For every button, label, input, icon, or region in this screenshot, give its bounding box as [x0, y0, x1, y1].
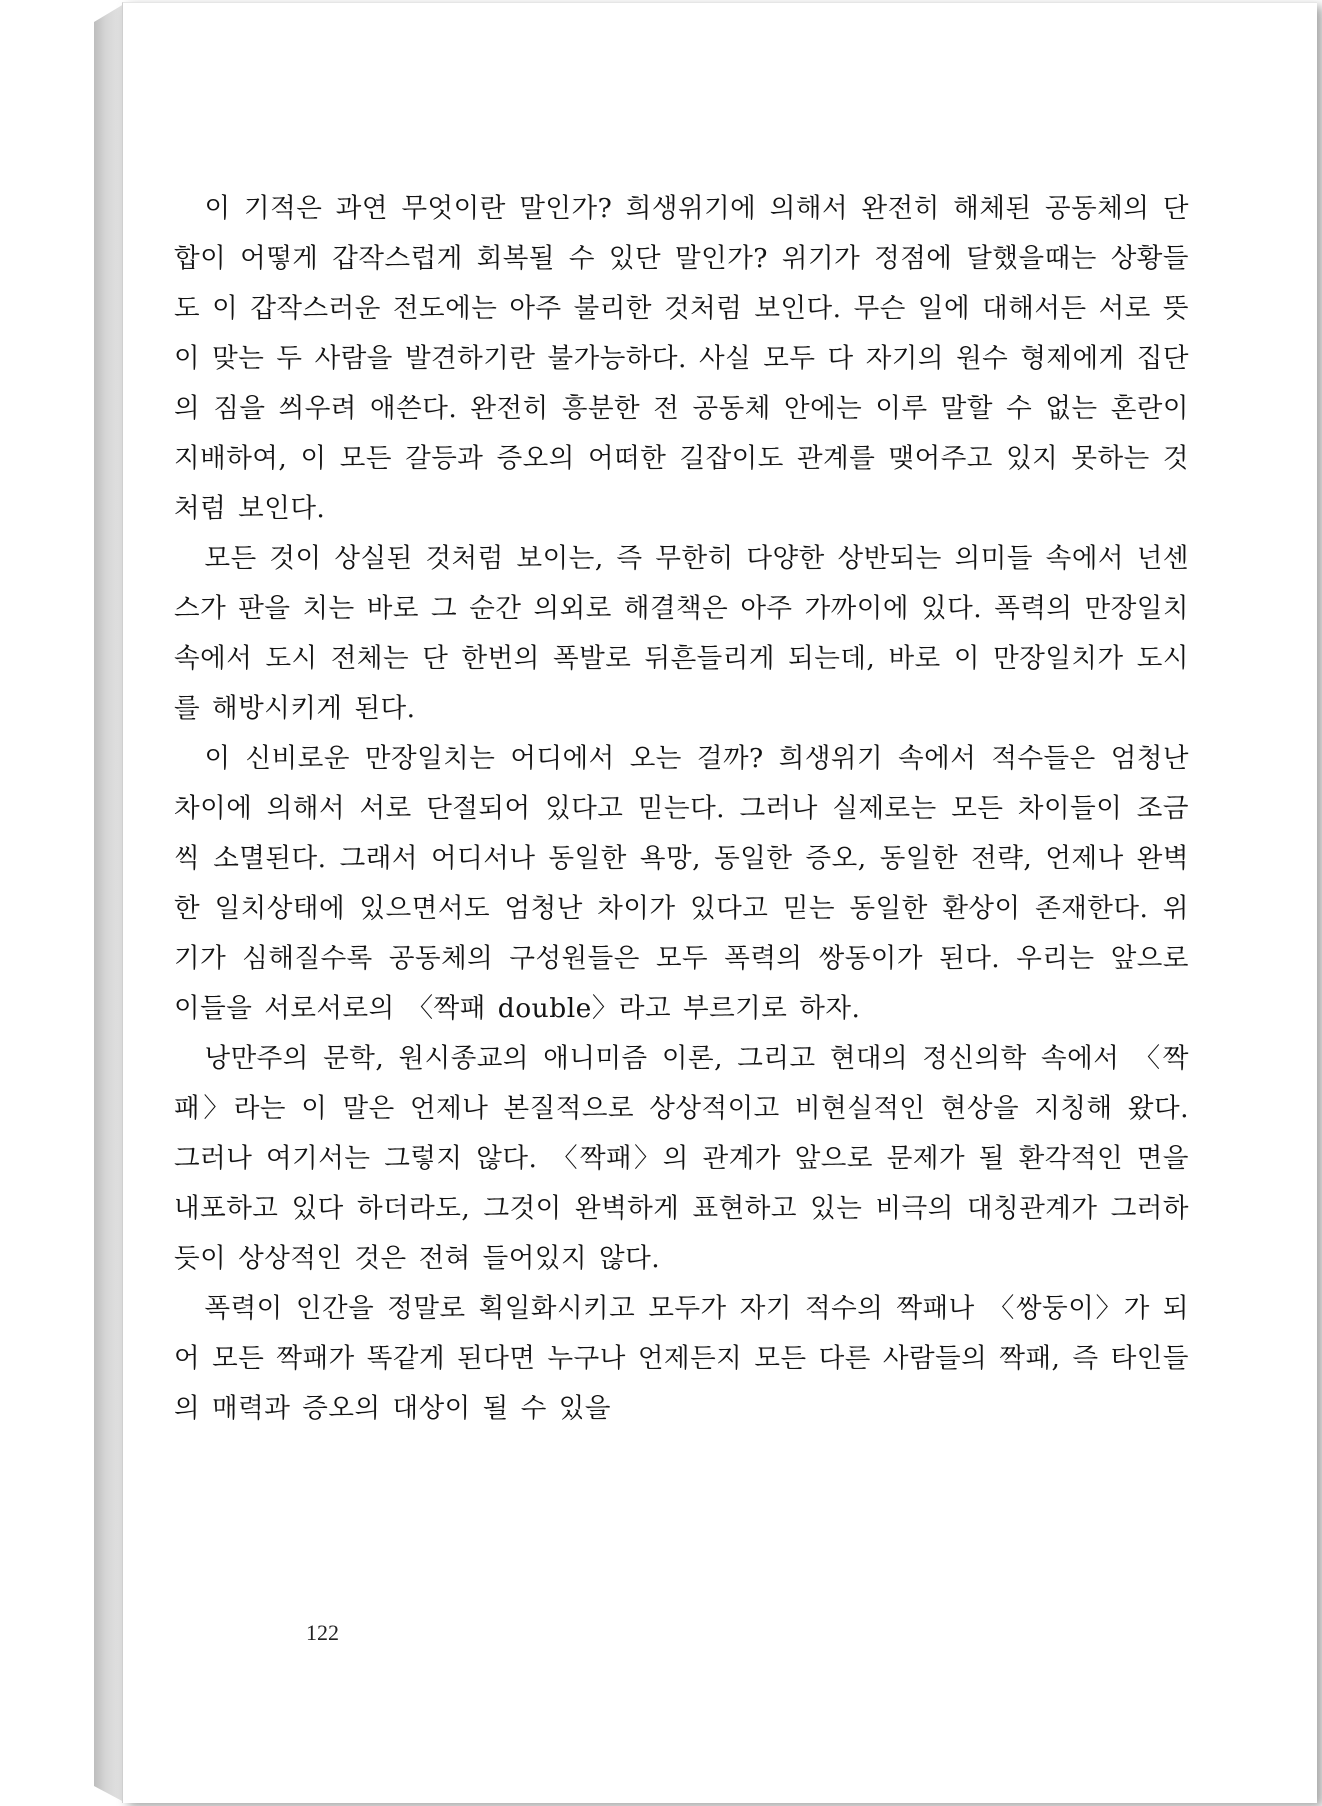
page-number: 122	[306, 1620, 339, 1645]
book-spine-edge	[94, 4, 124, 1802]
paragraph: 이 기적은 과연 무엇이란 말인가? 희생위기에 의해서 완전히 해체된 공동체의 단합이 어떻게 갑작스럽게 회복될 수 있단 말인가? 위기가 정점에 달했을때는 상황들도 이 갑작스러운 전도에는 아주 불리한 것처럼 보인다. 무슨 일에 대해서든 서로 뜻이 맞는 두 사람을 발견하기란 불가능하다. 사실 모두 다 자기의 원수 형제에게 집단의 짐을 씌우려 애쓴다. 완전히 흥분한 전 공동체 안에는 이루 말할 수 없는 혼란이 지배하여, 이 모든 갈등과 증오의 어떠한 길잡이도 관계를 맺어주고 있지 못하는 것처럼 보인다.	[174, 193, 1189, 524]
paragraph: 이 신비로운 만장일치는 어디에서 오는 걸까? 희생위기 속에서 적수들은 엄청난 차이에 의해서 서로 단절되어 있다고 믿는다. 그러나 실제로는 모든 차이들이 조금씩 소멸된다. 그래서 어디서나 동일한 욕망, 동일한 증오, 동일한 전략, 언제나 완벽한 일치상태에 있으면서도 엄청난 차이가 있다고 믿는 동일한 환상이 존재한다. 위기가 심해질수록 공동체의 구성원들은 모두 폭력의 쌍동이가 된다. 우리는 앞으로 이들을 서로서로의 〈짝패 double〉라고 부르기로 하자.	[174, 743, 1189, 1024]
paragraph: 낭만주의 문학, 원시종교의 애니미즘 이론, 그리고 현대의 정신의학 속에서 〈짝패〉라는 이 말은 언제나 본질적으로 상상적이고 비현실적인 현상을 지칭해 왔다. 그러나 여기서는 그렇지 않다. 〈짝패〉의 관계가 앞으로 문제가 될 환각적인 면을 내포하고 있다 하더라도, 그것이 완벽하게 표현하고 있는 비극의 대칭관계가 그러하듯이 상상적인 것은 전혀 들어있지 않다.	[174, 1043, 1189, 1274]
paragraph: 폭력이 인간을 정말로 획일화시키고 모두가 자기 적수의 짝패나 〈쌍둥이〉가 되어 모든 짝패가 똑같게 된다면 누구나 언제든지 모든 다른 사람들의 짝패, 즉 타인들의 매력과 증오의 대상이 될 수 있을	[174, 1293, 1189, 1424]
paragraph: 모든 것이 상실된 것처럼 보이는, 즉 무한히 다양한 상반되는 의미들 속에서 넌센스가 판을 치는 바로 그 순간 의외로 해결책은 아주 가까이에 있다. 폭력의 만장일치 속에서 도시 전체는 단 한번의 폭발로 뒤흔들리게 되는데, 바로 이 만장일치가 도시를 해방시키게 된다.	[174, 543, 1189, 724]
body-text	[174, 184, 1189, 1434]
